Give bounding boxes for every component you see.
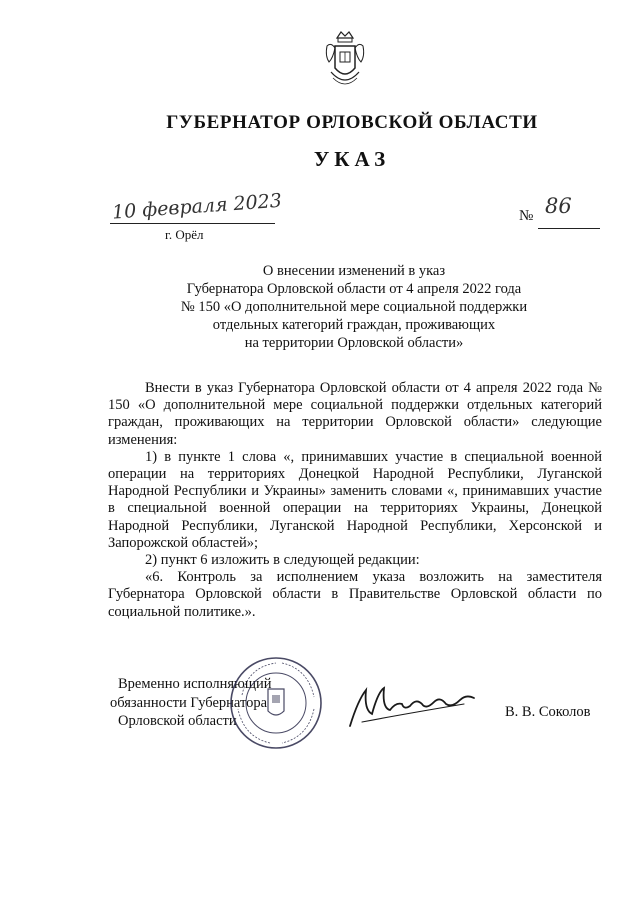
body-item-2-text: «6. Контроль за исполнением указа возложить на заместителя Губернатора Орловской области в Правительстве Орловской области по социальной политике.». xyxy=(108,569,602,620)
decree-subject xyxy=(150,262,558,352)
subject-line: О внесении изменений в указ xyxy=(262,263,446,279)
position-line: Временно исполняющий xyxy=(118,676,272,692)
subject-line: на территории Орловской области» xyxy=(244,335,464,351)
date-underline xyxy=(110,223,275,224)
handwritten-signature xyxy=(344,680,484,732)
handwritten-number: 86 xyxy=(545,194,572,218)
organization-title: ГУБЕРНАТОР ОРЛОВСКОЙ ОБЛАСТИ xyxy=(166,112,538,133)
decree-body xyxy=(108,380,602,621)
official-seal-icon xyxy=(228,655,324,751)
number-underline xyxy=(538,228,600,229)
body-item-1: 1) в пункте 1 слова «, принимавших участие в специальной военной операции на территориях Донецкой Народной Республики, Луганской Народной Республики и Украины» заменить словами «, принимавших участие в специальной военной операции на территориях Украины, Донецкой Народной Республики, Луганской Народной Республики, Херсонской и Запорожской областей»; xyxy=(108,448,602,551)
body-item-2: 2) пункт 6 изложить в следующей редакции: xyxy=(145,552,420,569)
signatory-name: В. В. Соколов xyxy=(505,704,591,720)
position-line: обязанности Губернатора xyxy=(110,694,268,711)
subject-line: № 150 «О дополнительной мере социальной поддержки xyxy=(180,299,528,315)
document-type: УКАЗ xyxy=(313,147,391,171)
body-intro: Внести в указ Губернатора Орловской области от 4 апреля 2022 года № 150 «О дополнительной мере социальной поддержки отдельных категорий граждан, проживающих на территории Орловской области» следующие изменения: xyxy=(108,380,602,448)
position-line: Орловской области xyxy=(118,713,237,729)
city-label: г. Орёл xyxy=(165,227,204,242)
subject-line: отдельных категорий граждан, проживающих xyxy=(212,317,496,333)
coat-of-arms-icon xyxy=(323,28,367,92)
subject-line: Губернатора Орловской области от 4 апреля 2022 года xyxy=(186,281,522,297)
number-label: № xyxy=(519,208,534,224)
handwritten-date: 10 февраля 2023 xyxy=(111,189,283,224)
